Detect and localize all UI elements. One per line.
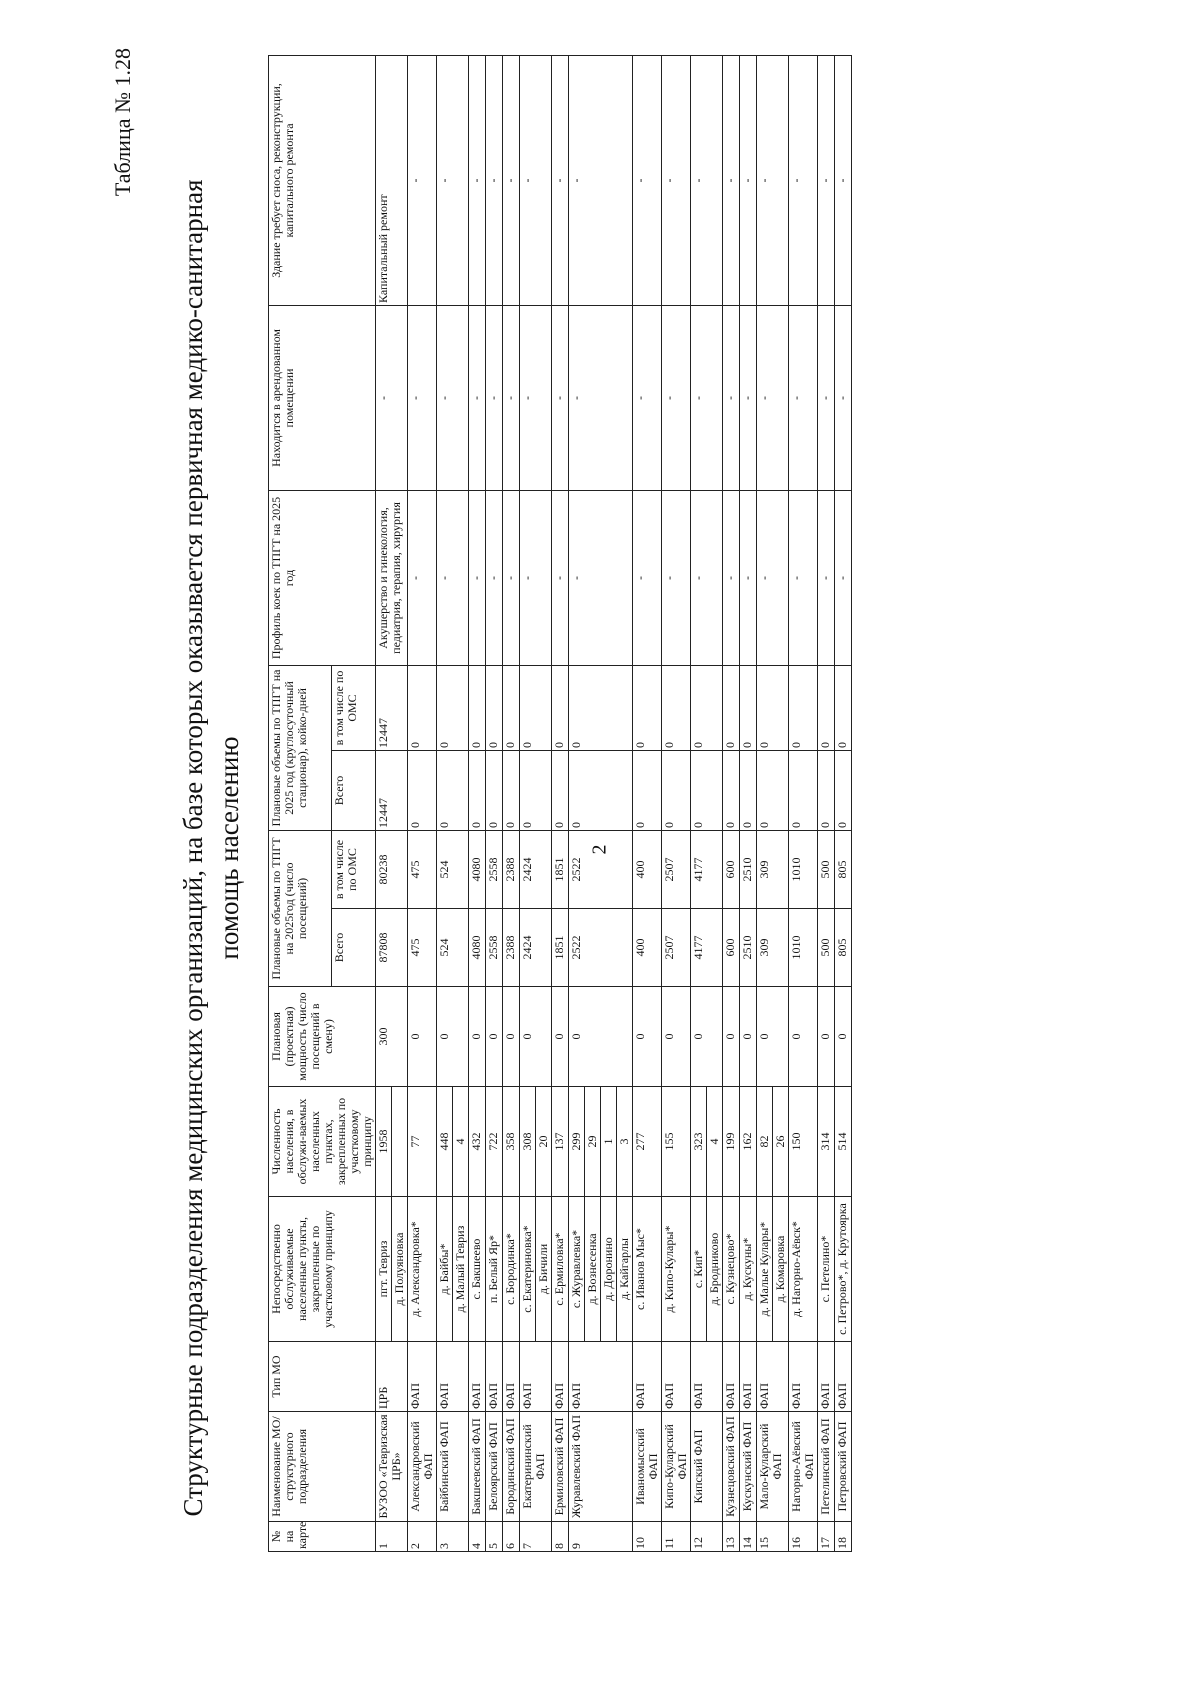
cell-name: Петровский ФАП <box>835 1412 852 1522</box>
cell-profile: - <box>835 490 852 665</box>
cell-repair: Капитальный ремонт <box>376 55 408 305</box>
cell-repair: - <box>633 55 662 305</box>
cell-profile: - <box>818 490 835 665</box>
cell-rented: - <box>437 305 469 490</box>
cell-name: Екатерининский ФАП <box>520 1412 552 1522</box>
cell-profile: - <box>757 490 789 665</box>
cell-population: 82 <box>757 1087 773 1197</box>
cell-population: 29 <box>585 1087 601 1197</box>
cell-num: 15 <box>757 1522 789 1552</box>
cell-rented: - <box>469 305 486 490</box>
cell-population: 162 <box>740 1087 757 1197</box>
table-row <box>633 55 662 1551</box>
table-caption: Таблица № 1.28 <box>110 48 135 197</box>
cell-beds-total: 0 <box>835 750 852 830</box>
cell-type: ФАП <box>437 1342 469 1412</box>
cell-name: Мало-Куларский ФАП <box>757 1412 789 1522</box>
cell-rented: - <box>835 305 852 490</box>
table-row <box>757 55 773 1551</box>
table-row <box>818 55 835 1551</box>
cell-capacity: 0 <box>691 987 723 1087</box>
table-row <box>789 55 818 1551</box>
cell-num: 11 <box>662 1522 691 1552</box>
table-row <box>437 55 453 1551</box>
cell-type: ФАП <box>486 1342 503 1412</box>
cell-capacity: 0 <box>723 987 740 1087</box>
cell-beds-total: 0 <box>503 750 520 830</box>
cell-visits-total: 500 <box>818 909 835 987</box>
cell-repair: - <box>740 55 757 305</box>
cell-settlement: с. Журавлевка* <box>569 1197 585 1342</box>
cell-repair: - <box>469 55 486 305</box>
table-row <box>469 55 486 1551</box>
table-row <box>520 55 536 1551</box>
cell-settlement: д. Кипо-Кулары* <box>662 1197 691 1342</box>
cell-capacity: 0 <box>503 987 520 1087</box>
cell-profile: - <box>486 490 503 665</box>
cell-num: 12 <box>691 1522 723 1552</box>
cell-population: 4 <box>707 1087 723 1197</box>
cell-settlement: д. Полуяновка <box>392 1197 408 1342</box>
cell-num: 5 <box>486 1522 503 1552</box>
cell-beds-oms: 0 <box>552 665 569 750</box>
cell-visits-total: 600 <box>723 909 740 987</box>
cell-repair: - <box>437 55 469 305</box>
cell-beds-oms: 0 <box>437 665 469 750</box>
cell-beds-total: 0 <box>691 750 723 830</box>
cell-rented: - <box>662 305 691 490</box>
cell-beds-oms: 0 <box>408 665 437 750</box>
cell-visits-oms: 2510 <box>740 830 757 908</box>
cell-num: 1 <box>376 1522 408 1552</box>
cell-capacity: 0 <box>633 987 662 1087</box>
cell-settlement: с. Кип* <box>691 1197 707 1342</box>
cell-name: Бородинский ФАП <box>503 1412 520 1522</box>
cell-settlement: д. Вознесенка <box>585 1197 601 1342</box>
cell-beds-oms: 12447 <box>376 665 408 750</box>
cell-visits-total: 2388 <box>503 909 520 987</box>
table-row <box>662 55 691 1551</box>
cell-capacity: 0 <box>835 987 852 1087</box>
cell-capacity: 0 <box>740 987 757 1087</box>
cell-type: ФАП <box>691 1342 723 1412</box>
cell-visits-total: 4177 <box>691 909 723 987</box>
cell-num: 10 <box>633 1522 662 1552</box>
cell-population: 308 <box>520 1087 536 1197</box>
cell-num: 9 <box>569 1522 633 1552</box>
cell-num: 6 <box>503 1522 520 1552</box>
cell-population: 3 <box>617 1087 633 1197</box>
cell-visits-total: 2507 <box>662 909 691 987</box>
col-header-visits-total: Всего <box>332 909 376 987</box>
cell-capacity: 0 <box>552 987 569 1087</box>
cell-profile: - <box>740 490 757 665</box>
cell-beds-oms: 0 <box>486 665 503 750</box>
cell-visits-total: 400 <box>633 909 662 987</box>
cell-beds-total: 12447 <box>376 750 408 830</box>
cell-population: 299 <box>569 1087 585 1197</box>
cell-beds-oms: 0 <box>503 665 520 750</box>
cell-rented: - <box>789 305 818 490</box>
cell-num: 18 <box>835 1522 852 1552</box>
cell-rented: - <box>740 305 757 490</box>
cell-visits-oms: 2424 <box>520 830 552 908</box>
cell-visits-total: 2522 <box>569 909 633 987</box>
cell-visits-oms: 805 <box>835 830 852 908</box>
cell-profile: - <box>633 490 662 665</box>
cell-rented: - <box>408 305 437 490</box>
cell-visits-oms: 400 <box>633 830 662 908</box>
cell-visits-oms: 309 <box>757 830 789 908</box>
cell-settlement: д. Малый Тевриз <box>453 1197 469 1342</box>
cell-settlement: д. Кускуны* <box>740 1197 757 1342</box>
cell-capacity: 0 <box>569 987 633 1087</box>
cell-visits-oms: 1851 <box>552 830 569 908</box>
cell-profile: - <box>691 490 723 665</box>
cell-rented: - <box>569 305 633 490</box>
cell-beds-oms: 0 <box>740 665 757 750</box>
cell-population: 1958 <box>376 1087 392 1197</box>
cell-visits-oms: 2507 <box>662 830 691 908</box>
cell-beds-total: 0 <box>757 750 789 830</box>
cell-population: 4 <box>453 1087 469 1197</box>
cell-capacity: 0 <box>818 987 835 1087</box>
cell-repair: - <box>818 55 835 305</box>
cell-rented: - <box>691 305 723 490</box>
cell-beds-total: 0 <box>469 750 486 830</box>
cell-settlement: с. Ермиловка* <box>552 1197 569 1342</box>
cell-type: ФАП <box>740 1342 757 1412</box>
cell-profile: - <box>552 490 569 665</box>
cell-visits-oms: 2388 <box>503 830 520 908</box>
cell-type: ФАП <box>757 1342 789 1412</box>
col-header-name: Наименование МО/структурного подразделения <box>269 1412 376 1522</box>
cell-population: 155 <box>662 1087 691 1197</box>
cell-name: Белоярский ФАП <box>486 1412 503 1522</box>
table-row <box>376 55 392 1551</box>
cell-beds-total: 0 <box>662 750 691 830</box>
col-header-beds-group: Плановые объемы по ТПГТ на 2025 год (круглосуточный стационар), койко-дней <box>269 665 332 830</box>
col-header-capacity: Плановая (проектная) мощность (число посещений в смену) <box>269 987 376 1087</box>
cell-visits-oms: 524 <box>437 830 469 908</box>
col-header-population: Численность населения, в обслужи-ваемых населенных пунктах, закрепленных по участковому принципу <box>269 1087 376 1197</box>
cell-capacity: 0 <box>486 987 503 1087</box>
col-header-type: Тип МО <box>269 1342 376 1412</box>
cell-visits-total: 2424 <box>520 909 552 987</box>
cell-capacity: 0 <box>662 987 691 1087</box>
cell-population: 137 <box>552 1087 569 1197</box>
cell-population: 514 <box>835 1087 852 1197</box>
cell-visits-oms: 2522 <box>569 830 633 908</box>
cell-profile: - <box>437 490 469 665</box>
table-container <box>268 56 852 1552</box>
cell-type: ЦРБ <box>376 1342 408 1412</box>
col-header-visits-group: Плановые объемы по ТПГТ на 2025год (число посещений) <box>269 830 332 986</box>
table-row <box>723 55 740 1551</box>
cell-visits-total: 805 <box>835 909 852 987</box>
cell-profile: Акушерство и гинекология, педиатрия, терапия, хирургия <box>376 490 408 665</box>
cell-repair: - <box>691 55 723 305</box>
cell-repair: - <box>723 55 740 305</box>
cell-profile: - <box>408 490 437 665</box>
cell-profile: - <box>469 490 486 665</box>
cell-type: ФАП <box>569 1342 633 1412</box>
cell-population <box>392 1087 408 1197</box>
cell-profile: - <box>503 490 520 665</box>
cell-type: ФАП <box>633 1342 662 1412</box>
cell-repair: - <box>835 55 852 305</box>
cell-population: 314 <box>818 1087 835 1197</box>
cell-capacity: 0 <box>789 987 818 1087</box>
cell-type: ФАП <box>552 1342 569 1412</box>
cell-repair: - <box>757 55 789 305</box>
cell-visits-total: 1010 <box>789 909 818 987</box>
cell-beds-oms: 0 <box>723 665 740 750</box>
cell-beds-oms: 0 <box>469 665 486 750</box>
cell-type: ФАП <box>520 1342 552 1412</box>
cell-settlement: д. Александровка* <box>408 1197 437 1342</box>
cell-population: 20 <box>536 1087 552 1197</box>
cell-repair: - <box>789 55 818 305</box>
cell-settlement: с. Иванов Мыс* <box>633 1197 662 1342</box>
cell-beds-oms: 0 <box>789 665 818 750</box>
cell-rented: - <box>723 305 740 490</box>
cell-num: 2 <box>408 1522 437 1552</box>
cell-beds-total: 0 <box>520 750 552 830</box>
cell-name: Ермиловский ФАП <box>552 1412 569 1522</box>
cell-visits-oms: 4080 <box>469 830 486 908</box>
cell-num: 4 <box>469 1522 486 1552</box>
cell-population: 1 <box>601 1087 617 1197</box>
cell-name: Нагорно-Аёвский ФАП <box>789 1412 818 1522</box>
cell-beds-total: 0 <box>552 750 569 830</box>
cell-name: Кипский ФАП <box>691 1412 723 1522</box>
table-row <box>569 55 585 1551</box>
cell-name: Кузнецовский ФАП <box>723 1412 740 1522</box>
cell-beds-total: 0 <box>486 750 503 830</box>
col-header-visits-oms: в том числе по ОМС <box>332 830 376 908</box>
cell-capacity: 0 <box>757 987 789 1087</box>
cell-capacity: 0 <box>437 987 469 1087</box>
cell-type: ФАП <box>408 1342 437 1412</box>
cell-visits-total: 309 <box>757 909 789 987</box>
cell-settlement: с. Петрово*, д. Крутоярка <box>835 1197 852 1342</box>
cell-name: Иваномысский ФАП <box>633 1412 662 1522</box>
cell-rented: - <box>376 305 408 490</box>
cell-capacity: 0 <box>469 987 486 1087</box>
page-number: 2 <box>588 844 611 855</box>
cell-settlement: с. Кузнецово* <box>723 1197 740 1342</box>
cell-visits-oms: 475 <box>408 830 437 908</box>
cell-visits-total: 87808 <box>376 909 408 987</box>
col-header-beds-oms: в том числе по ОМС <box>332 665 376 750</box>
cell-profile: - <box>789 490 818 665</box>
col-header-repair: Здание требует сноса, реконструкции, капитального ремонта <box>269 55 376 305</box>
cell-population: 432 <box>469 1087 486 1197</box>
cell-beds-total: 0 <box>789 750 818 830</box>
cell-name: Байбинский ФАП <box>437 1412 469 1522</box>
cell-population: 77 <box>408 1087 437 1197</box>
cell-visits-oms: 4177 <box>691 830 723 908</box>
cell-visits-total: 1851 <box>552 909 569 987</box>
cell-num: 7 <box>520 1522 552 1552</box>
cell-beds-total: 0 <box>408 750 437 830</box>
cell-visits-oms: 80238 <box>376 830 408 908</box>
cell-visits-total: 2558 <box>486 909 503 987</box>
cell-settlement: д. Малые Кулары* <box>757 1197 773 1342</box>
cell-rented: - <box>486 305 503 490</box>
cell-beds-oms: 0 <box>691 665 723 750</box>
cell-name: Бакшеевский ФАП <box>469 1412 486 1522</box>
cell-num: 3 <box>437 1522 469 1552</box>
table-row <box>552 55 569 1551</box>
table-body <box>376 55 852 1551</box>
cell-type: ФАП <box>662 1342 691 1412</box>
cell-beds-total: 0 <box>569 750 633 830</box>
cell-settlement: пгт. Тевриз <box>376 1197 392 1342</box>
cell-profile: - <box>723 490 740 665</box>
cell-population: 722 <box>486 1087 503 1197</box>
col-header-profile: Профиль коек по ТПГТ на 2025 год <box>269 490 376 665</box>
cell-settlement: д. Нагорно-Аёвск* <box>789 1197 818 1342</box>
cell-profile: - <box>569 490 633 665</box>
cell-rented: - <box>757 305 789 490</box>
cell-settlement: с. Бородинка* <box>503 1197 520 1342</box>
cell-settlement: д. Комаровка <box>773 1197 789 1342</box>
col-header-settlements: Непосредственно обслуживаемые населенные пункты, закрепленные по участковому принципу <box>269 1197 376 1342</box>
cell-repair: - <box>408 55 437 305</box>
table-row <box>740 55 757 1551</box>
cell-settlement: п. Белый Яр* <box>486 1197 503 1342</box>
cell-repair: - <box>486 55 503 305</box>
cell-beds-oms: 0 <box>520 665 552 750</box>
cell-num: 14 <box>740 1522 757 1552</box>
col-header-rented: Находится в арендованном помещении <box>269 305 376 490</box>
cell-rented: - <box>818 305 835 490</box>
cell-visits-oms: 2558 <box>486 830 503 908</box>
cell-beds-oms: 0 <box>835 665 852 750</box>
cell-settlement: д. Байбы* <box>437 1197 453 1342</box>
cell-type: ФАП <box>789 1342 818 1412</box>
cell-settlement: с. Петелино* <box>818 1197 835 1342</box>
cell-population: 199 <box>723 1087 740 1197</box>
cell-rented: - <box>633 305 662 490</box>
cell-profile: - <box>662 490 691 665</box>
cell-visits-total: 2510 <box>740 909 757 987</box>
cell-repair: - <box>520 55 552 305</box>
cell-type: ФАП <box>818 1342 835 1412</box>
cell-beds-total: 0 <box>740 750 757 830</box>
cell-beds-oms: 0 <box>757 665 789 750</box>
cell-type: ФАП <box>503 1342 520 1412</box>
table-row <box>835 55 852 1551</box>
cell-type: ФАП <box>723 1342 740 1412</box>
cell-rented: - <box>552 305 569 490</box>
table-row <box>486 55 503 1551</box>
cell-population: 26 <box>773 1087 789 1197</box>
table-row <box>691 55 707 1551</box>
cell-capacity: 300 <box>376 987 408 1087</box>
cell-population: 358 <box>503 1087 520 1197</box>
cell-settlement: д. Кайгарлы <box>617 1197 633 1342</box>
col-header-num: № на карте <box>269 1522 376 1552</box>
cell-visits-oms: 500 <box>818 830 835 908</box>
cell-capacity: 0 <box>520 987 552 1087</box>
cell-repair: - <box>569 55 633 305</box>
cell-profile: - <box>520 490 552 665</box>
cell-beds-oms: 0 <box>569 665 633 750</box>
cell-population: 323 <box>691 1087 707 1197</box>
cell-visits-oms: 1010 <box>789 830 818 908</box>
cell-population: 277 <box>633 1087 662 1197</box>
cell-visits-total: 524 <box>437 909 469 987</box>
cell-beds-oms: 0 <box>818 665 835 750</box>
cell-population: 448 <box>437 1087 453 1197</box>
cell-settlement: с. Бакшеево <box>469 1197 486 1342</box>
cell-visits-total: 4080 <box>469 909 486 987</box>
cell-beds-oms: 0 <box>633 665 662 750</box>
cell-beds-total: 0 <box>437 750 469 830</box>
cell-settlement: с. Екатериновка* <box>520 1197 536 1342</box>
cell-population: 150 <box>789 1087 818 1197</box>
cell-name: Кипо-Куларский ФАП <box>662 1412 691 1522</box>
cell-capacity: 0 <box>408 987 437 1087</box>
cell-name: Кускунский ФАП <box>740 1412 757 1522</box>
cell-name: Журавлевский ФАП <box>569 1412 633 1522</box>
cell-beds-oms: 0 <box>662 665 691 750</box>
cell-settlement: д. Доронино <box>601 1197 617 1342</box>
cell-type: ФАП <box>835 1342 852 1412</box>
cell-repair: - <box>662 55 691 305</box>
cell-rented: - <box>503 305 520 490</box>
document-title: Структурные подразделения медицинских организаций, на базе которых оказывается первичная медико-санитарная помощь населению <box>178 179 244 1517</box>
table-row <box>408 55 437 1551</box>
cell-beds-total: 0 <box>818 750 835 830</box>
table-header <box>269 55 376 1551</box>
cell-repair: - <box>503 55 520 305</box>
cell-num: 13 <box>723 1522 740 1552</box>
cell-visits-total: 475 <box>408 909 437 987</box>
facilities-table <box>268 55 852 1552</box>
table-row <box>503 55 520 1551</box>
cell-type: ФАП <box>469 1342 486 1412</box>
cell-num: 16 <box>789 1522 818 1552</box>
cell-name: Петелинский ФАП <box>818 1412 835 1522</box>
cell-num: 8 <box>552 1522 569 1552</box>
cell-name: БУЗОО «Тевризская ЦРБ» <box>376 1412 408 1522</box>
col-header-beds-total: Всего <box>332 750 376 830</box>
cell-visits-oms: 600 <box>723 830 740 908</box>
cell-rented: - <box>520 305 552 490</box>
cell-repair: - <box>552 55 569 305</box>
cell-num: 17 <box>818 1522 835 1552</box>
cell-name: Александровский ФАП <box>408 1412 437 1522</box>
cell-settlement: д. Бичили <box>536 1197 552 1342</box>
cell-settlement: д. Бродниково <box>707 1197 723 1342</box>
cell-beds-total: 0 <box>723 750 740 830</box>
cell-beds-total: 0 <box>633 750 662 830</box>
